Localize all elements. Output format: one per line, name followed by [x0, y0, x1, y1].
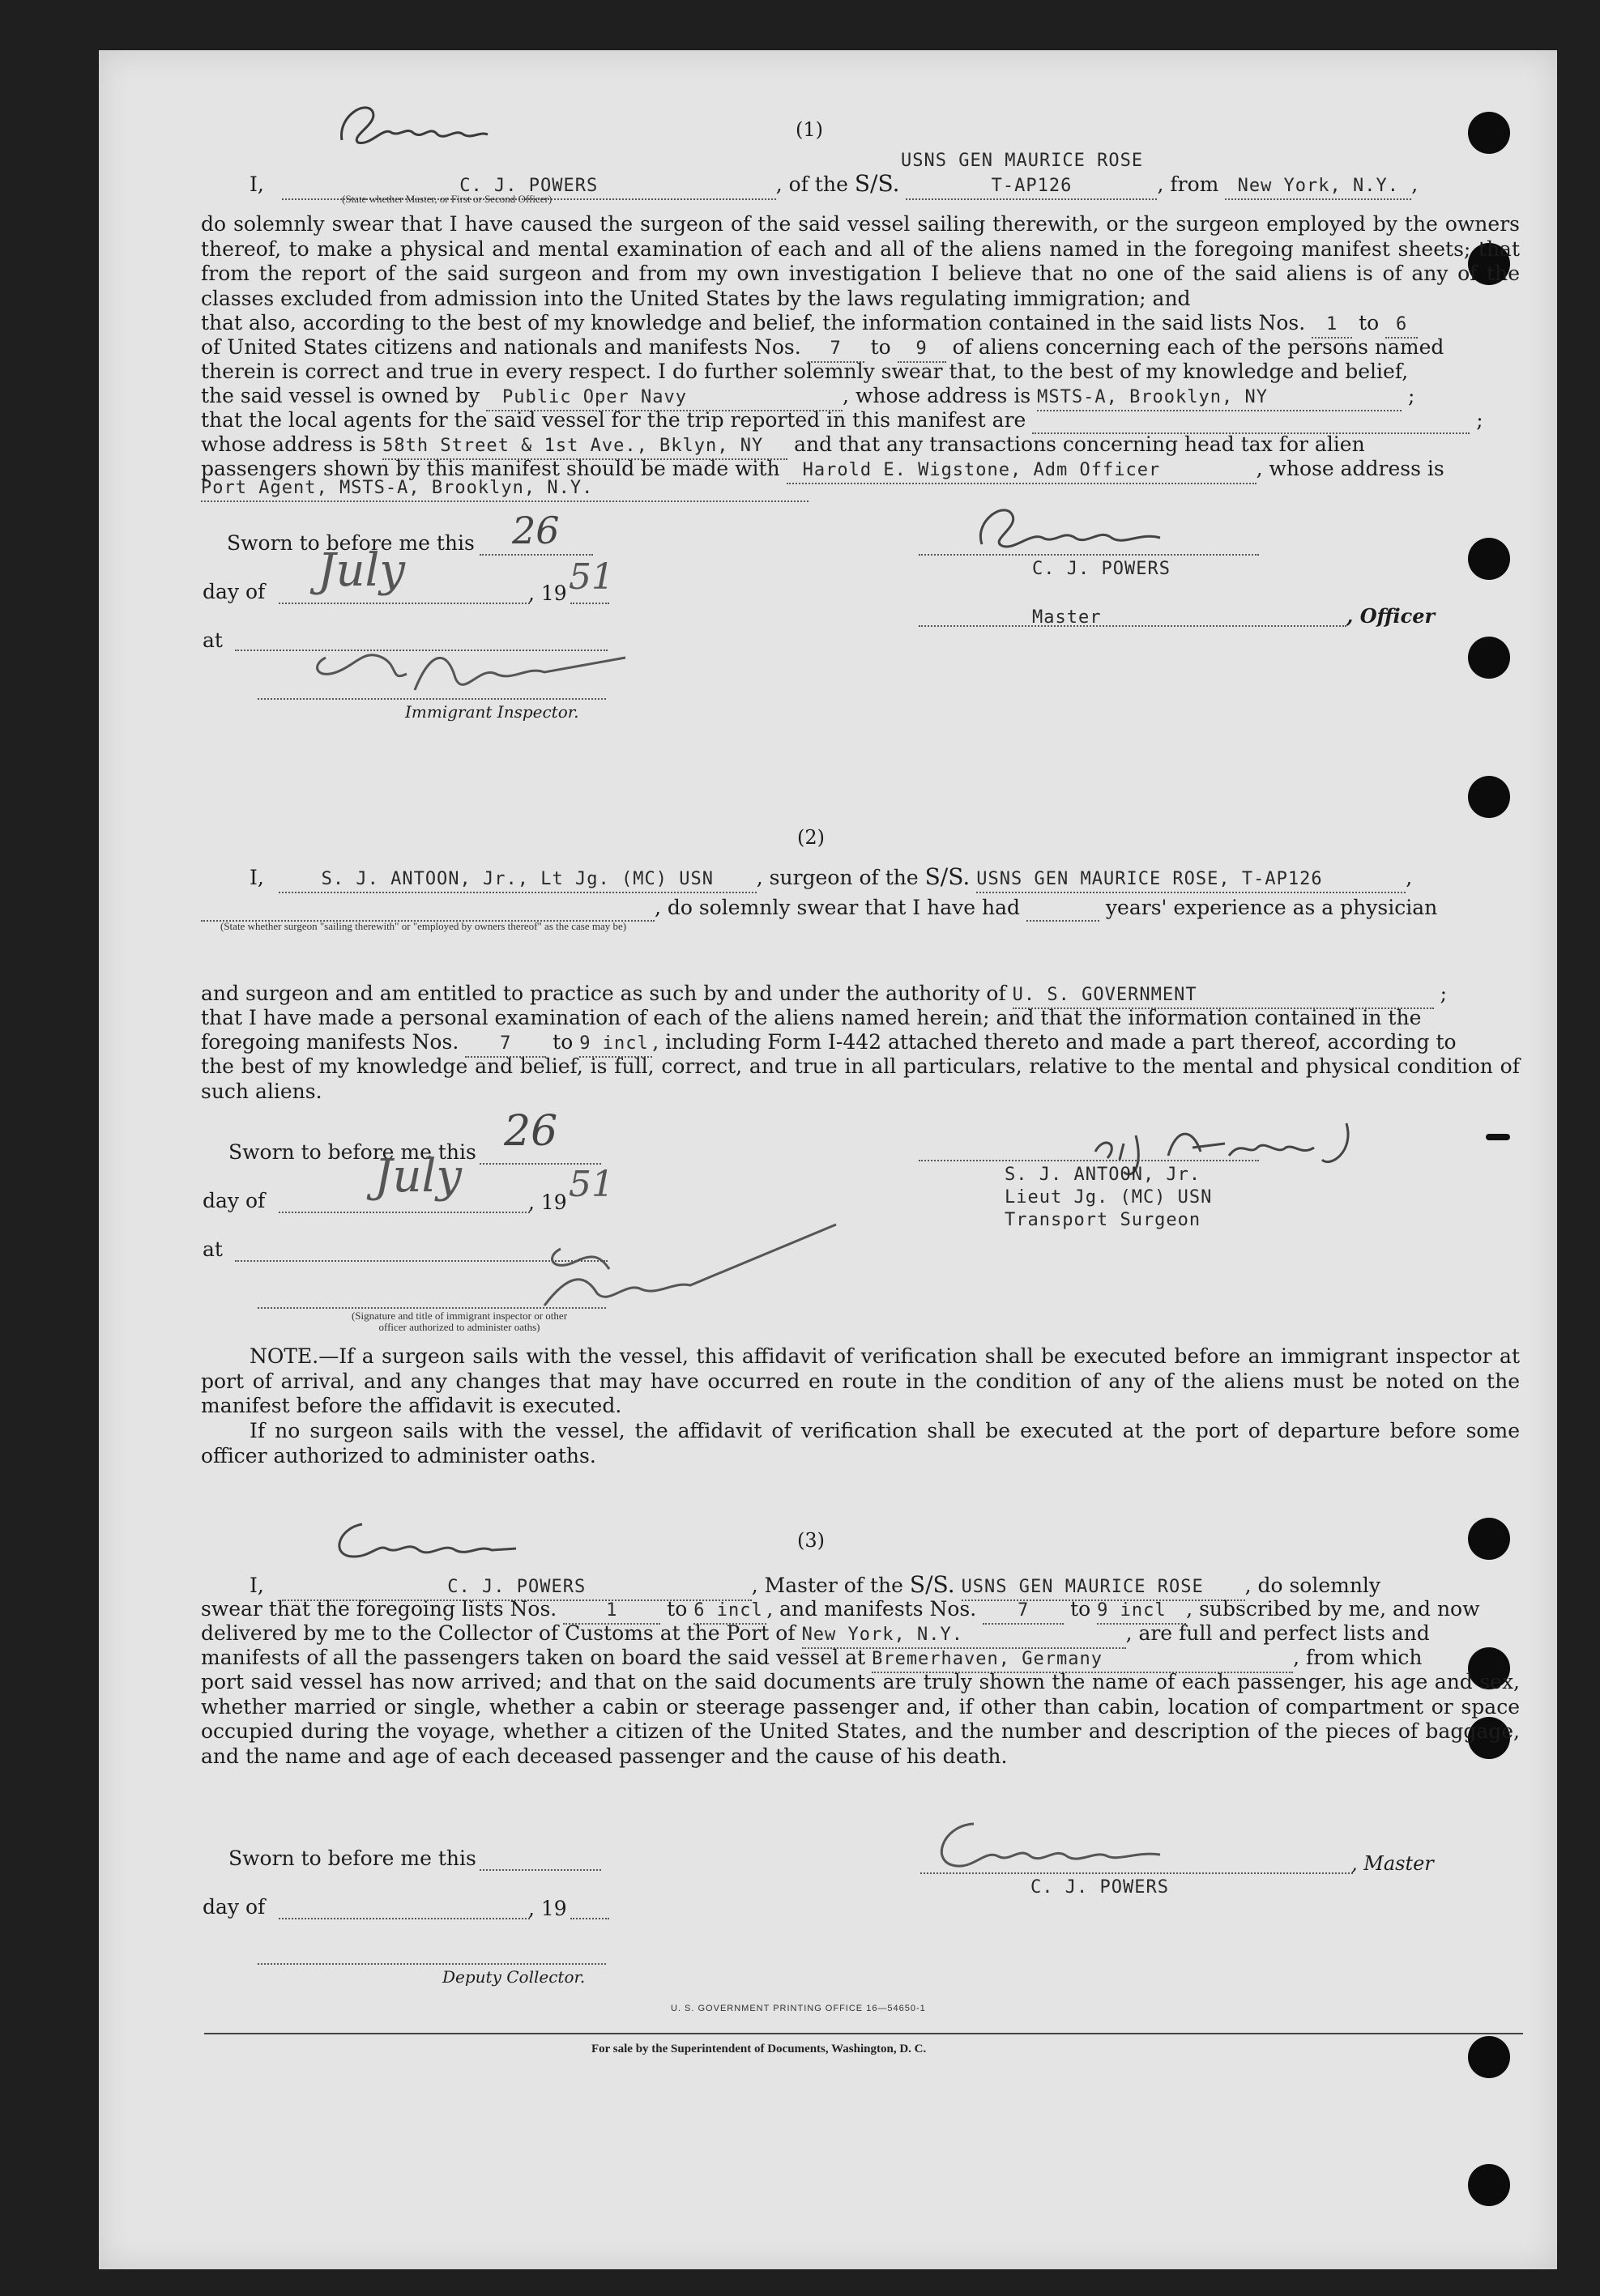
vessel: USNS GEN MAURICE ROSE, T-AP126	[976, 869, 1323, 889]
s3-line3	[201, 1621, 1430, 1649]
owner-field	[486, 384, 843, 411]
inspector-signature	[455, 1208, 844, 1314]
sworn-day-rule	[480, 554, 593, 556]
nineteen: , 19	[528, 581, 567, 605]
owned-by-text: the said vessel is owned by	[201, 384, 480, 407]
s1-lists-line	[201, 311, 1418, 339]
sworn-day-rule	[480, 1869, 601, 1871]
citizens-text: of United States citizens and nationals and manifests Nos.	[201, 335, 801, 359]
man-to: 9	[915, 339, 928, 359]
and-manifests-text: , and manifests Nos.	[766, 1597, 977, 1621]
powers-signature	[334, 96, 496, 152]
authority: U. S. GOVERNMENT	[1012, 985, 1197, 1005]
agent-address-field	[382, 432, 787, 460]
surgeon-of-label: , surgeon of the	[756, 866, 919, 889]
s2-rest: the best of my knowledge and belief, is full, correct, and true in all particulars, relative to the mental and physical condition of such aliens.	[201, 1054, 1520, 1103]
month: July	[318, 544, 406, 597]
do-solemnly-text: , do solemnly	[1244, 1574, 1381, 1597]
lists-from: 1	[1326, 314, 1338, 334]
inspector-signature	[293, 601, 634, 706]
section-number: (2)	[797, 826, 825, 849]
lists-from: 1	[606, 1600, 618, 1621]
ss-mark: S/S.	[909, 1571, 955, 1598]
powers-signature	[966, 496, 1176, 560]
i-label: I,	[250, 866, 264, 889]
are-full-text: , are full and perfect lists and	[1125, 1621, 1430, 1645]
swear-text: swear that the foregoing lists Nos.	[201, 1597, 557, 1621]
practice-text: and surgeon and am entitled to practice as such by and under the authority of	[201, 982, 1006, 1005]
officer-address: Port Agent, MSTS-A, Brooklyn, N.Y.	[201, 478, 594, 498]
surgeon-note: (State whether surgeon "sailing therewith" or "employed by owners thereof" as the case may be)	[220, 920, 627, 932]
signature-rule	[919, 554, 1259, 556]
powers-signature	[330, 1516, 524, 1565]
s1-officer-address-line	[201, 475, 809, 502]
surgeon-status-field	[201, 896, 655, 922]
at-label: at	[203, 1237, 223, 1261]
footer-rule	[204, 2033, 1523, 2034]
s3-body: port said vessel has now arrived; and that on the said documents are truly shown the name of each passenger, his age and sex, whether married or single, whether a cabin or steerage passenger and, if other than cabin, location of compartment or space occupied during the voyage, whether a citizen of the United States, and the number and description of the pieces of baggage, and the name and age of each deceased passenger and the cause of his death.	[201, 1670, 1520, 1768]
whose-address-label: whose address is	[201, 432, 377, 456]
master-name: C. J. POWERS	[459, 176, 599, 196]
punch-hole	[1468, 112, 1510, 154]
day-of-label: day of	[203, 1895, 266, 1919]
sworn-day: 26	[504, 1107, 558, 1156]
at-label: at	[203, 628, 223, 652]
s1-body: do solemnly swear that I have caused the surgeon of the said vessel sailing therewith, or the surgeon employed by the owners thereof, to make a physical and mental examination of each and all of the aliens named in the foregoing manifest sheets; that from the report of the said surgeon and from my own investigation I believe that no one of the said aliens is of any of the classes excluded from admission into the United States by the laws regulating immigration; and	[201, 212, 1520, 310]
aliens-text: of aliens concerning each of the persons named	[952, 335, 1444, 359]
lists-to: 6	[1396, 314, 1408, 334]
sworn-label: Sworn to before me this	[227, 531, 475, 555]
from-port: New York, N.Y.	[1237, 176, 1400, 196]
from-port-field	[1225, 173, 1411, 200]
man-to: 9 incl	[579, 1033, 649, 1054]
month: July	[374, 1150, 463, 1203]
origin-field	[872, 1646, 1293, 1673]
signature-rule	[258, 1307, 606, 1309]
manifests-text: manifests of all the passengers taken on board the said vessel at	[201, 1646, 866, 1669]
day-of-label: day of	[203, 1189, 266, 1212]
signature-rule	[919, 1160, 1259, 1161]
from-label: , from	[1157, 173, 1219, 196]
lists-to: 6 incl	[693, 1600, 763, 1621]
s1-correct-line: therein is correct and true in every respect. I do further solemnly swear that, to the best of my knowledge and belief,	[201, 360, 1409, 383]
to-label: to	[667, 1597, 688, 1621]
document-page	[99, 50, 1557, 2269]
man-from: 7	[1018, 1600, 1030, 1621]
man-from: 7	[830, 339, 842, 359]
s1-owner-line: the said vessel is owned by Public Oper Navy , whose address is MSTS-A, Brooklyn, NY ;	[201, 384, 1414, 411]
man-to-field	[1097, 1597, 1186, 1625]
years-text: years' experience as a physician	[1105, 896, 1438, 919]
s2-exam-line: that I have made a personal examination of each of the aliens named herein; and that the information contained in the	[201, 1006, 1422, 1029]
to-label: to	[553, 1030, 574, 1054]
ss-mark: S/S.	[924, 863, 971, 890]
powers-signature	[925, 1816, 1168, 1881]
collector-label: Deputy Collector.	[442, 1967, 586, 1987]
form-text: , including Form I-442 attached thereto and made a part thereof, according to	[652, 1030, 1457, 1054]
man-to-field	[579, 1030, 652, 1058]
punch-hole	[1468, 538, 1510, 580]
owner-address: MSTS-A, Brooklyn, NY	[1037, 387, 1269, 407]
officer-label: , Officer	[1346, 604, 1436, 628]
slot-mark	[1486, 1134, 1510, 1140]
passengers-text: passengers shown by this manifest should be made with	[201, 457, 780, 480]
master-of-label: , Master of the	[751, 1574, 903, 1597]
head-tax-text: and that any transactions concerning head tax for alien	[794, 432, 1365, 456]
to-label: to	[1359, 311, 1380, 334]
month-rule	[279, 1918, 530, 1919]
whose-address-label: , whose address is	[843, 384, 1031, 407]
s2-foregoing-line	[201, 1030, 1457, 1058]
authority-field	[1013, 982, 1434, 1009]
vessel: USNS GEN MAURICE ROSE	[961, 1577, 1204, 1597]
port: New York, N.Y.	[801, 1625, 963, 1645]
punch-hole	[1468, 2164, 1510, 2206]
day-of-label: day of	[203, 580, 266, 603]
punch-hole	[1468, 1518, 1510, 1560]
whose-address-label: , whose address is	[1256, 457, 1444, 480]
signature-note: (Signature and title of immigrant inspector or other officer authorized to administer oaths)	[351, 1310, 568, 1333]
vessel-field	[906, 173, 1157, 200]
lists-to-field	[693, 1597, 766, 1625]
master-note: (State whether Master, or First or Second Officer)	[342, 193, 553, 205]
man-to: 9 incl	[1097, 1600, 1167, 1621]
vessel-name-top: USNS GEN MAURICE ROSE	[901, 151, 1144, 171]
agents-text: that the local agents for the said vessel for the trip reported in this manifest are	[201, 408, 1026, 432]
s3-line2	[201, 1597, 1480, 1625]
years-field	[1026, 896, 1099, 922]
i-label: I,	[250, 173, 264, 196]
section-number: (3)	[797, 1529, 825, 1552]
s2-practice-line: and surgeon and am entitled to practice as such by and under the authority of U. S. GOVERNMENT ;	[201, 982, 1447, 1009]
surgeon-name: S. J. ANTOON, Jr., Lt Jg. (MC) USN	[321, 869, 714, 889]
signer-line2: Lieut Jg. (MC) USN	[1005, 1187, 1213, 1208]
nineteen: , 19	[528, 1191, 567, 1214]
note-para-1: NOTE.—If a surgeon sails with the vessel, this affidavit of verification shall be executed before an immigrant inspector at port of arrival, and any changes that may have occurred en route in the condition of any of the aliens must be noted on the manifest before the affidavit is executed.	[201, 1344, 1520, 1417]
signer-line1: S. J. ANTOON, Jr.	[1005, 1165, 1201, 1185]
inspector-label: Immigrant Inspector.	[405, 702, 579, 722]
that-also-text: that also, according to the best of my knowledge and belief, the information contained in the said lists Nos.	[201, 311, 1306, 334]
sale-line: For sale by the Superintendent of Documents, Washington, D. C.	[591, 2043, 927, 2055]
note-para-2: If no surgeon sails with the vessel, the affidavit of verification shall be executed at the port of departure before some officer authorized to administer oaths.	[201, 1419, 1520, 1467]
s2-line2	[201, 896, 1437, 922]
signer-name: C. J. POWERS	[1032, 559, 1171, 579]
title-rule	[919, 625, 1346, 627]
man-from-field	[808, 335, 864, 363]
to-label: to	[1070, 1597, 1091, 1621]
owner: Public Oper Navy	[502, 387, 687, 407]
from-which-text: , from which	[1293, 1646, 1423, 1669]
year: 51	[569, 1164, 614, 1205]
punch-hole	[1468, 776, 1510, 818]
i-label: I,	[250, 1574, 264, 1597]
s1-line1: I, C. J. POWERS , of the S/S. T-AP126 , from New York, N.Y. ,	[250, 172, 1418, 200]
of-the-label: , of the	[775, 173, 848, 196]
signer-line3: Transport Surgeon	[1005, 1210, 1201, 1230]
delivered-text: delivered by me to the Collector of Customs at the Port of	[201, 1621, 796, 1645]
nineteen: , 19	[528, 1897, 567, 1920]
s2-line1: I, S. J. ANTOON, Jr., Lt Jg. (MC) USN , surgeon of the S/S. USNS GEN MAURICE ROSE, T-AP126 ,	[250, 865, 1412, 893]
swear-text: , do solemnly swear that I have had	[655, 896, 1021, 919]
lists-from-field	[563, 1597, 660, 1625]
gpo-line: U. S. GOVERNMENT PRINTING OFFICE 16—54650-1	[671, 2004, 926, 2013]
master-rule	[920, 1872, 1353, 1874]
officer-field	[787, 457, 1257, 484]
sworn-label: Sworn to before me this	[228, 1140, 476, 1164]
s1-citizens-line	[201, 335, 1444, 363]
origin: Bremerhaven, Germany	[872, 1649, 1103, 1669]
foregoing-text: foregoing manifests Nos.	[201, 1030, 459, 1054]
vessel-field	[976, 866, 1406, 893]
master-label: , Master	[1351, 1852, 1434, 1875]
ss-mark: S/S.	[854, 170, 900, 197]
punch-hole	[1468, 2036, 1510, 2078]
signer-title: Master	[1032, 607, 1102, 628]
lists-to-field	[1385, 311, 1418, 339]
signer-name: C. J. POWERS	[1030, 1877, 1169, 1898]
master-name: C. J. POWERS	[447, 1577, 587, 1597]
section-number: (1)	[796, 118, 823, 141]
s1-agents-line: that the local agents for the said vessel for the trip reported in this manifest are ;	[201, 408, 1483, 434]
sworn-day: 26	[512, 509, 560, 552]
port-field	[802, 1621, 1126, 1649]
to-label: to	[870, 335, 891, 359]
agent-address: 58th Street & 1st Ave., Bklyn, NY	[382, 436, 764, 456]
lists-from-field	[1312, 311, 1352, 339]
year-rule	[570, 1918, 609, 1919]
s1-agent-address-line	[201, 432, 1365, 460]
year: 51	[569, 556, 614, 598]
subscribed-text: , subscribed by me, and now	[1186, 1597, 1480, 1621]
s3-line4	[201, 1646, 1422, 1673]
sworn-label: Sworn to before me this	[228, 1847, 476, 1870]
vessel-code: T-AP126	[991, 176, 1073, 196]
man-from-field	[465, 1030, 546, 1058]
man-from-field	[983, 1597, 1064, 1625]
officer-address-field	[201, 475, 809, 502]
punch-hole	[1468, 637, 1510, 679]
officer: Harold E. Wigstone, Adm Officer	[802, 460, 1161, 480]
agents-field	[1032, 408, 1470, 434]
man-from: 7	[500, 1033, 512, 1054]
surgeon-name-field	[279, 866, 757, 893]
man-to-field	[898, 335, 946, 363]
owner-address-field	[1037, 384, 1402, 411]
